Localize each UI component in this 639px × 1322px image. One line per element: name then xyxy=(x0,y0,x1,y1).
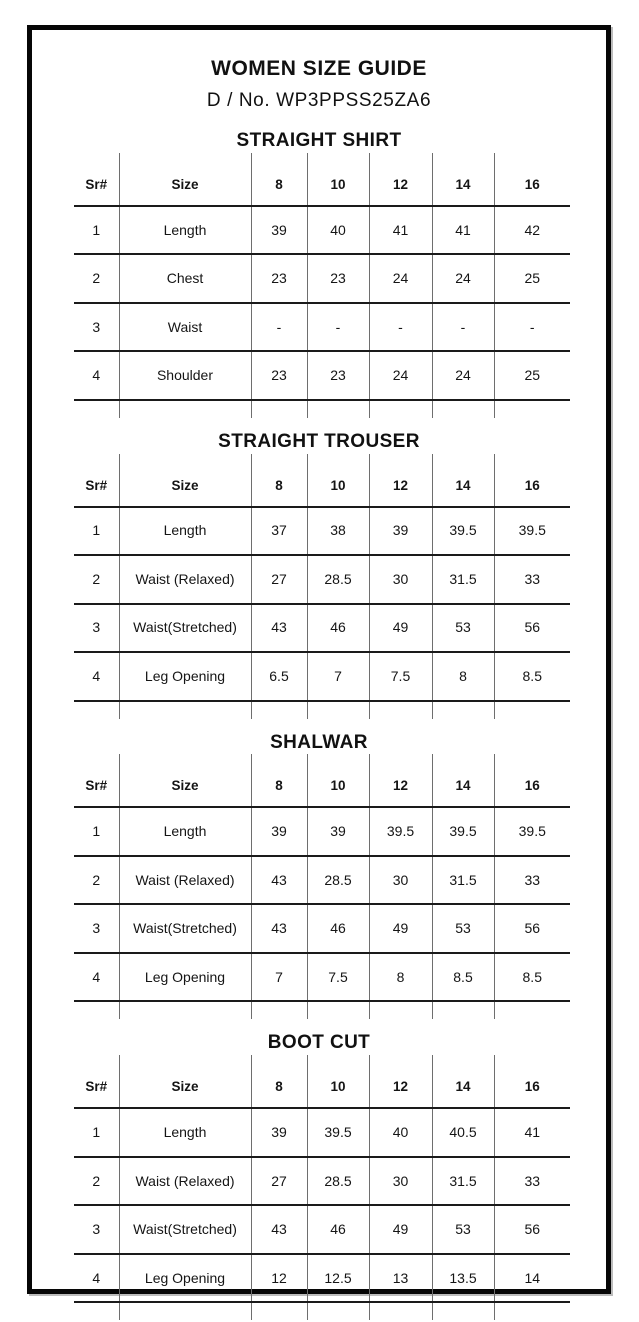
table-header-row xyxy=(74,466,570,507)
col-header-size-12: 12 xyxy=(369,165,432,206)
row-sr: 4 xyxy=(74,652,119,701)
row-value: 39.5 xyxy=(432,807,494,856)
row-value: 31.5 xyxy=(432,555,494,604)
col-header-size-14: 14 xyxy=(432,466,494,507)
table-row-leg-opening xyxy=(74,652,570,701)
table-row-length xyxy=(74,1108,570,1157)
col-header-sr: Sr# xyxy=(74,165,119,206)
row-value: 8 xyxy=(432,652,494,701)
table-row-leg-opening xyxy=(74,953,570,1002)
table-row-waist-stretched xyxy=(74,604,570,653)
design-number: D / No. WP3PPSS25ZA6 xyxy=(206,90,432,112)
size-table-straight-shirt xyxy=(74,153,570,418)
table-row-waist-relaxed xyxy=(74,1157,570,1206)
row-value: 49 xyxy=(369,904,432,953)
col-header-size-16: 16 xyxy=(494,165,570,206)
row-value: 39 xyxy=(369,507,432,556)
row-value: 41 xyxy=(432,206,494,255)
row-sr: 4 xyxy=(74,953,119,1002)
row-label: Leg Opening xyxy=(119,652,251,701)
row-sr: 3 xyxy=(74,604,119,653)
row-value: 7.5 xyxy=(307,953,369,1002)
col-header-size-10: 10 xyxy=(307,1067,369,1108)
row-value: 24 xyxy=(432,254,494,303)
row-sr: 4 xyxy=(74,351,119,400)
col-header-size-10: 10 xyxy=(307,466,369,507)
row-value: 8.5 xyxy=(494,652,570,701)
row-sr: 2 xyxy=(74,555,119,604)
row-value: 53 xyxy=(432,904,494,953)
col-header-size-16: 16 xyxy=(494,1067,570,1108)
row-value: 31.5 xyxy=(432,856,494,905)
size-table-straight-trouser xyxy=(74,454,570,719)
col-header-size-10: 10 xyxy=(307,766,369,807)
row-value: - xyxy=(369,303,432,352)
table-row-length xyxy=(74,206,570,255)
row-value: 33 xyxy=(494,856,570,905)
row-value: 40 xyxy=(307,206,369,255)
grid-spacer-bottom-row xyxy=(74,1302,570,1320)
row-sr: 1 xyxy=(74,206,119,255)
row-value: 8.5 xyxy=(494,953,570,1002)
row-value: 39 xyxy=(251,807,307,856)
row-value: 27 xyxy=(251,1157,307,1206)
row-value: 39.5 xyxy=(494,807,570,856)
row-label: Waist(Stretched) xyxy=(119,904,251,953)
col-header-size-16: 16 xyxy=(494,766,570,807)
row-value: 39 xyxy=(251,206,307,255)
row-label: Leg Opening xyxy=(119,953,251,1002)
row-value: 38 xyxy=(307,507,369,556)
row-value: 56 xyxy=(494,1205,570,1254)
row-value: - xyxy=(307,303,369,352)
row-value: 23 xyxy=(251,351,307,400)
table-row-waist-relaxed xyxy=(74,856,570,905)
col-header-size-14: 14 xyxy=(432,165,494,206)
row-value: - xyxy=(494,303,570,352)
section-shalwar xyxy=(32,732,606,1020)
table-row-waist xyxy=(74,303,570,352)
row-value: 23 xyxy=(307,254,369,303)
col-header-size-12: 12 xyxy=(369,1067,432,1108)
col-header-sr: Sr# xyxy=(74,466,119,507)
section-title-boot-cut: BOOT CUT xyxy=(267,1032,371,1054)
row-label: Waist(Stretched) xyxy=(119,1205,251,1254)
row-value: 7 xyxy=(251,953,307,1002)
row-value: 56 xyxy=(494,604,570,653)
col-header-size: Size xyxy=(119,1067,251,1108)
row-value: 56 xyxy=(494,904,570,953)
row-value: 39 xyxy=(251,1108,307,1157)
table-header-row xyxy=(74,165,570,206)
row-value: 43 xyxy=(251,604,307,653)
row-value: 31.5 xyxy=(432,1157,494,1206)
row-sr: 3 xyxy=(74,1205,119,1254)
row-value: 39.5 xyxy=(369,807,432,856)
row-value: 37 xyxy=(251,507,307,556)
row-label: Waist(Stretched) xyxy=(119,604,251,653)
row-sr: 1 xyxy=(74,807,119,856)
col-header-sr: Sr# xyxy=(74,766,119,807)
row-value: 49 xyxy=(369,1205,432,1254)
row-value: - xyxy=(251,303,307,352)
grid-spacer-top-row xyxy=(74,1055,570,1067)
col-header-size-14: 14 xyxy=(432,766,494,807)
row-sr: 4 xyxy=(74,1254,119,1303)
row-value: 46 xyxy=(307,904,369,953)
row-value: 43 xyxy=(251,1205,307,1254)
row-label: Chest xyxy=(119,254,251,303)
table-row-waist-stretched xyxy=(74,904,570,953)
row-value: 24 xyxy=(432,351,494,400)
row-label: Waist (Relaxed) xyxy=(119,856,251,905)
row-value: 12 xyxy=(251,1254,307,1303)
row-value: 41 xyxy=(369,206,432,255)
row-value: 24 xyxy=(369,351,432,400)
row-value: 12.5 xyxy=(307,1254,369,1303)
section-title-straight-shirt: STRAIGHT SHIRT xyxy=(236,130,402,151)
col-header-size-8: 8 xyxy=(251,466,307,507)
row-value: 30 xyxy=(369,1157,432,1206)
row-sr: 1 xyxy=(74,507,119,556)
row-value: 7 xyxy=(307,652,369,701)
row-value: 8 xyxy=(369,953,432,1002)
table-row-length xyxy=(74,807,570,856)
row-label: Waist (Relaxed) xyxy=(119,555,251,604)
table-row-leg-opening xyxy=(74,1254,570,1303)
outer-border-frame xyxy=(27,25,611,1294)
row-sr: 2 xyxy=(74,1157,119,1206)
row-value: 46 xyxy=(307,1205,369,1254)
row-value: 39.5 xyxy=(494,507,570,556)
row-label: Length xyxy=(119,807,251,856)
table-row-length xyxy=(74,507,570,556)
row-value: 40.5 xyxy=(432,1108,494,1157)
row-value: 6.5 xyxy=(251,652,307,701)
row-label: Waist (Relaxed) xyxy=(119,1157,251,1206)
grid-spacer-bottom-row xyxy=(74,400,570,418)
grid-spacer-bottom-row xyxy=(74,701,570,719)
col-header-size-14: 14 xyxy=(432,1067,494,1108)
row-label: Length xyxy=(119,1108,251,1157)
row-value: 43 xyxy=(251,904,307,953)
row-value: 41 xyxy=(494,1108,570,1157)
row-value: 39 xyxy=(307,807,369,856)
col-header-size: Size xyxy=(119,165,251,206)
grid-spacer-top-row xyxy=(74,454,570,466)
row-value: 23 xyxy=(307,351,369,400)
row-value: 42 xyxy=(494,206,570,255)
row-sr: 3 xyxy=(74,904,119,953)
row-value: 24 xyxy=(369,254,432,303)
section-boot-cut xyxy=(32,1032,606,1320)
col-header-size-10: 10 xyxy=(307,165,369,206)
col-header-size-8: 8 xyxy=(251,766,307,807)
row-sr: 3 xyxy=(74,303,119,352)
row-value: 53 xyxy=(432,604,494,653)
col-header-size-8: 8 xyxy=(251,165,307,206)
section-title-shalwar: SHALWAR xyxy=(270,731,368,753)
row-value: 14 xyxy=(494,1254,570,1303)
row-label: Leg Opening xyxy=(119,1254,251,1303)
row-value: - xyxy=(432,303,494,352)
size-table-shalwar xyxy=(74,754,570,1019)
col-header-size-12: 12 xyxy=(369,766,432,807)
row-sr: 2 xyxy=(74,254,119,303)
row-value: 33 xyxy=(494,1157,570,1206)
row-value: 27 xyxy=(251,555,307,604)
row-value: 39.5 xyxy=(432,507,494,556)
row-value: 49 xyxy=(369,604,432,653)
row-label: Shoulder xyxy=(119,351,251,400)
row-label: Length xyxy=(119,507,251,556)
section-straight-shirt xyxy=(32,130,606,418)
row-value: 25 xyxy=(494,254,570,303)
row-value: 28.5 xyxy=(307,555,369,604)
col-header-size-16: 16 xyxy=(494,466,570,507)
row-value: 43 xyxy=(251,856,307,905)
grid-spacer-top-row xyxy=(74,754,570,766)
row-value: 30 xyxy=(369,555,432,604)
table-row-waist-stretched xyxy=(74,1205,570,1254)
row-value: 13.5 xyxy=(432,1254,494,1303)
row-value: 53 xyxy=(432,1205,494,1254)
table-row-waist-relaxed xyxy=(74,555,570,604)
col-header-size: Size xyxy=(119,466,251,507)
row-value: 30 xyxy=(369,856,432,905)
table-header-row xyxy=(74,766,570,807)
grid-spacer-top-row xyxy=(74,153,570,165)
row-sr: 1 xyxy=(74,1108,119,1157)
row-value: 46 xyxy=(307,604,369,653)
table-header-row xyxy=(74,1067,570,1108)
row-sr: 2 xyxy=(74,856,119,905)
row-value: 28.5 xyxy=(307,1157,369,1206)
row-label: Length xyxy=(119,206,251,255)
row-value: 28.5 xyxy=(307,856,369,905)
row-value: 7.5 xyxy=(369,652,432,701)
size-table-boot-cut xyxy=(74,1055,570,1320)
col-header-size: Size xyxy=(119,766,251,807)
table-row-chest xyxy=(74,254,570,303)
row-value: 40 xyxy=(369,1108,432,1157)
row-value: 23 xyxy=(251,254,307,303)
section-straight-trouser xyxy=(32,431,606,719)
section-title-straight-trouser: STRAIGHT TROUSER xyxy=(218,430,420,452)
row-value: 33 xyxy=(494,555,570,604)
table-row-shoulder xyxy=(74,351,570,400)
col-header-size-12: 12 xyxy=(369,466,432,507)
grid-spacer-bottom-row xyxy=(74,1001,570,1019)
row-value: 25 xyxy=(494,351,570,400)
row-value: 39.5 xyxy=(307,1108,369,1157)
col-header-size-8: 8 xyxy=(251,1067,307,1108)
col-header-sr: Sr# xyxy=(74,1067,119,1108)
row-label: Waist xyxy=(119,303,251,352)
page-title: WOMEN SIZE GUIDE xyxy=(211,57,427,80)
row-value: 13 xyxy=(369,1254,432,1303)
row-value: 8.5 xyxy=(432,953,494,1002)
